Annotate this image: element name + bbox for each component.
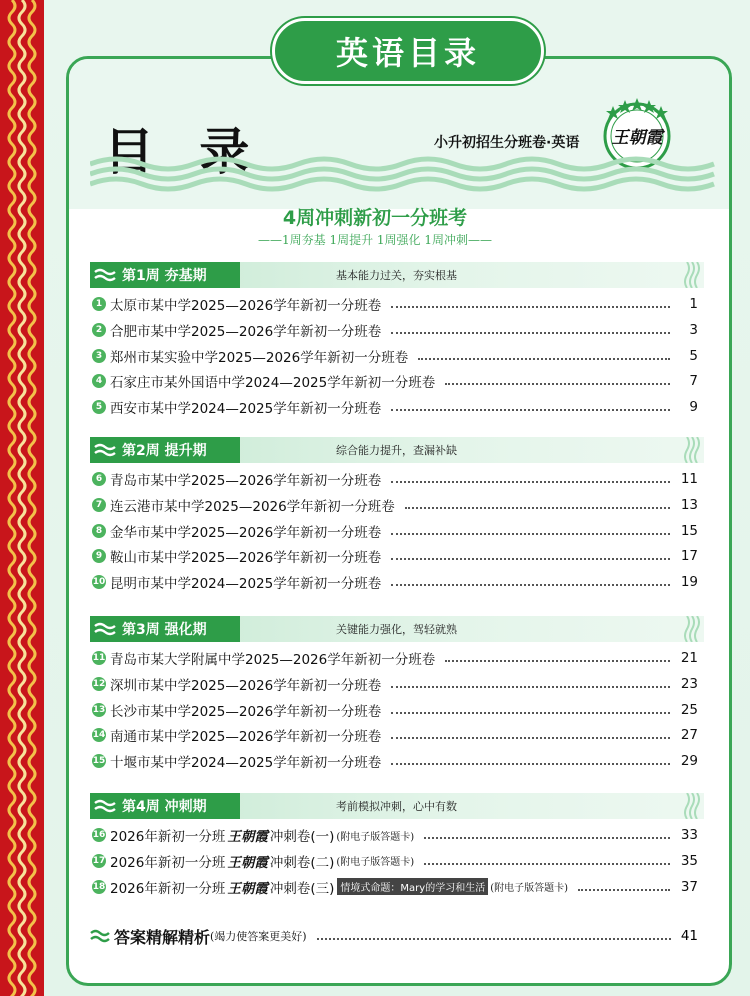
toc-entry[interactable] (92, 673, 698, 695)
week-badge-label: 第2周 提升期 (122, 443, 207, 459)
week-description: 综合能力提升，查漏补缺 (336, 444, 457, 457)
wave-icon (90, 929, 110, 943)
page-number: 37 (680, 878, 698, 895)
leader-dots (391, 584, 670, 586)
toc-entry[interactable] (92, 824, 698, 846)
toc-entry[interactable] (92, 876, 698, 898)
entry-title: 西安市某中学2024—2025学年新初一分班卷 (110, 401, 382, 418)
entry-title: 太原市某中学2025—2026学年新初一分班卷 (110, 298, 382, 314)
leader-dots (405, 507, 670, 509)
page-number: 27 (680, 727, 698, 744)
leader-dots (445, 660, 670, 662)
toc-entry[interactable] (92, 396, 698, 418)
entry-number-badge: 18 (92, 881, 106, 892)
leader-dots (391, 533, 670, 535)
toc-entry[interactable] (92, 370, 698, 392)
page-number: 3 (689, 321, 698, 338)
page-number: 23 (680, 675, 698, 692)
entry-title: 连云港市某中学2025—2026学年新初一分班卷 (110, 498, 395, 515)
toc-entry[interactable] (92, 293, 698, 315)
week-badge (90, 616, 240, 642)
entry-number-badge: 17 (92, 855, 106, 866)
week-badge (90, 437, 240, 463)
entry-title-prefix: 2026年新初一分班 (110, 829, 226, 845)
leader-dots (391, 737, 670, 739)
entry-title: 南通市某中学2025—2026学年新初一分班卷 (110, 729, 382, 746)
entry-title: 长沙市某中学2025—2026学年新初一分班卷 (110, 703, 382, 720)
entry-title: 合肥市某中学2025—2026学年新初一分班卷 (110, 323, 382, 340)
entry-title: 深圳市某中学2025—2026学年新初一分班卷 (110, 677, 382, 694)
entry-number-badge: 13 (92, 704, 106, 715)
entry-title-prefix: 2026年新初一分班 (110, 880, 226, 897)
toc-entry[interactable] (92, 647, 698, 669)
entry-title-suffix: 冲刺卷(一) (269, 829, 335, 845)
toc-entry[interactable] (92, 520, 698, 542)
week-badge-label: 第4周 冲刺期 (122, 799, 207, 815)
entry-title: 青岛市某中学2025—2026学年新初一分班卷 (110, 473, 382, 489)
entry-number-badge: 8 (92, 524, 106, 538)
page-number: 7 (689, 373, 698, 390)
entry-title: 金华市某中学2025—2026学年新初一分班卷 (110, 524, 382, 541)
week-description: 关键能力强化，驾轻就熟 (336, 623, 457, 636)
decorative-waves (90, 156, 720, 192)
week-badge (90, 262, 240, 288)
entry-number-badge: 11 (92, 653, 106, 663)
week-header-4 (90, 793, 704, 819)
entry-title: 青岛市某大学附属中学2025—2026学年新初一分班卷 (110, 652, 436, 668)
week-description: 考前模拟冲刺，心中有数 (336, 800, 457, 813)
answer-title: 答案精解精析 (114, 927, 211, 947)
toc-entry[interactable] (92, 494, 698, 516)
toc-entry[interactable] (92, 319, 698, 341)
svg-text:王朝霞: 王朝霞 (611, 128, 663, 148)
decorative-end-waves (684, 437, 700, 463)
entry-brand: 王朝霞 (227, 854, 268, 871)
page-title: 目 录 (104, 123, 264, 181)
week-badge (90, 793, 240, 819)
week-badge-label: 第3周 强化期 (122, 622, 207, 638)
page-number: 1 (689, 296, 698, 312)
page-number: 21 (680, 650, 698, 666)
leader-dots (317, 938, 671, 940)
entry-brand: 王朝霞 (227, 880, 268, 897)
entry-number-badge: 7 (92, 498, 106, 512)
toc-entry[interactable] (92, 699, 698, 721)
leader-dots (424, 837, 670, 839)
entry-title: 石家庄市某外国语中学2024—2025学年新初一分班卷 (110, 375, 436, 392)
entry-title: 昆明市某中学2024—2025学年新初一分班卷 (110, 576, 382, 593)
leader-dots (391, 332, 670, 334)
leader-dots (391, 481, 670, 483)
entry-number-badge: 9 (92, 549, 106, 563)
entry-note: (附电子版答题卡) (336, 857, 415, 869)
book-subtitle: 小升初招生分班卷·英语 (434, 135, 580, 151)
page-number: 29 (680, 753, 698, 770)
entry-number-badge: 2 (92, 323, 106, 337)
week-description: 基本能力过关，夯实根基 (336, 269, 457, 282)
entry-title-suffix: 冲刺卷(三) (269, 880, 335, 897)
decorative-left-strip (0, 0, 44, 996)
page-number: 9 (689, 399, 698, 416)
page-number: 33 (680, 827, 698, 843)
entry-number-badge: 16 (92, 830, 106, 840)
leader-dots (391, 763, 670, 765)
entry-number-badge: 5 (92, 400, 106, 414)
wave-icon (94, 799, 116, 813)
leader-dots (578, 889, 670, 891)
entry-title: 郑州市某实验中学2025—2026学年新初一分班卷 (110, 349, 409, 366)
entry-title: 鞍山市某中学2025—2026学年新初一分班卷 (110, 550, 382, 567)
leader-dots (391, 409, 670, 411)
decorative-end-waves (684, 262, 700, 288)
toc-entry[interactable] (92, 571, 698, 593)
leader-dots (445, 383, 670, 385)
leader-dots (424, 863, 670, 865)
answer-note: (竭力使答案更美好) (210, 930, 307, 943)
entry-note: (附电子版答题卡) (336, 831, 415, 843)
entry-brand: 王朝霞 (227, 829, 268, 845)
leader-dots (391, 712, 670, 714)
week-header-1 (90, 262, 704, 288)
page-number: 25 (680, 701, 698, 718)
page-number: 19 (680, 574, 698, 591)
page-number: 11 (680, 471, 698, 487)
page-number: 5 (689, 347, 698, 364)
week-header-2 (90, 437, 704, 463)
entry-number-badge: 3 (92, 349, 106, 363)
entry-number-badge: 12 (92, 678, 106, 689)
week-header-3 (90, 616, 704, 642)
wave-icon (94, 268, 116, 282)
catalog-tab-title: 英语目录 (272, 18, 544, 84)
wave-icon (94, 443, 116, 457)
week-badge-label: 第1周 夯基期 (122, 268, 207, 284)
leader-dots (391, 686, 670, 688)
entry-title-prefix: 2026年新初一分班 (110, 854, 226, 871)
section-subtitle: ——1周夯基 1周提升 1周强化 1周冲刺—— (258, 233, 492, 247)
toc-entry[interactable] (92, 750, 698, 772)
decorative-end-waves (684, 616, 700, 642)
page-number: 13 (680, 496, 698, 513)
toc-entry[interactable] (92, 545, 698, 567)
entry-title: 十堰市某中学2024—2025学年新初一分班卷 (110, 755, 382, 772)
entry-number-badge: 4 (92, 374, 106, 388)
entry-number-badge: 1 (92, 297, 106, 311)
wave-icon (94, 622, 116, 636)
page-number: 41 (680, 928, 698, 944)
entry-number-badge: 14 (92, 730, 106, 741)
toc-entry[interactable] (92, 724, 698, 746)
leader-dots (418, 358, 670, 360)
page-number: 15 (680, 522, 698, 539)
decorative-end-waves (684, 793, 700, 819)
entry-number-badge: 10 (92, 577, 106, 588)
entry-number-badge: 6 (92, 472, 106, 486)
leader-dots (391, 306, 670, 308)
page-number: 17 (680, 548, 698, 565)
leader-dots (391, 558, 670, 560)
toc-entry[interactable] (92, 850, 698, 872)
entry-scenario-tag: 情境式命题：Mary的学习和生活 (337, 878, 488, 895)
page-number: 35 (680, 852, 698, 869)
entry-note: (附电子版答题卡) (490, 883, 569, 895)
answer-entry[interactable] (90, 924, 698, 948)
toc-entry[interactable] (92, 468, 698, 490)
entry-number-badge: 15 (92, 756, 106, 767)
section-title: 4周冲刺新初一分班考 (282, 207, 468, 229)
toc-entry[interactable] (92, 345, 698, 367)
entry-title-suffix: 冲刺卷(二) (269, 854, 335, 871)
